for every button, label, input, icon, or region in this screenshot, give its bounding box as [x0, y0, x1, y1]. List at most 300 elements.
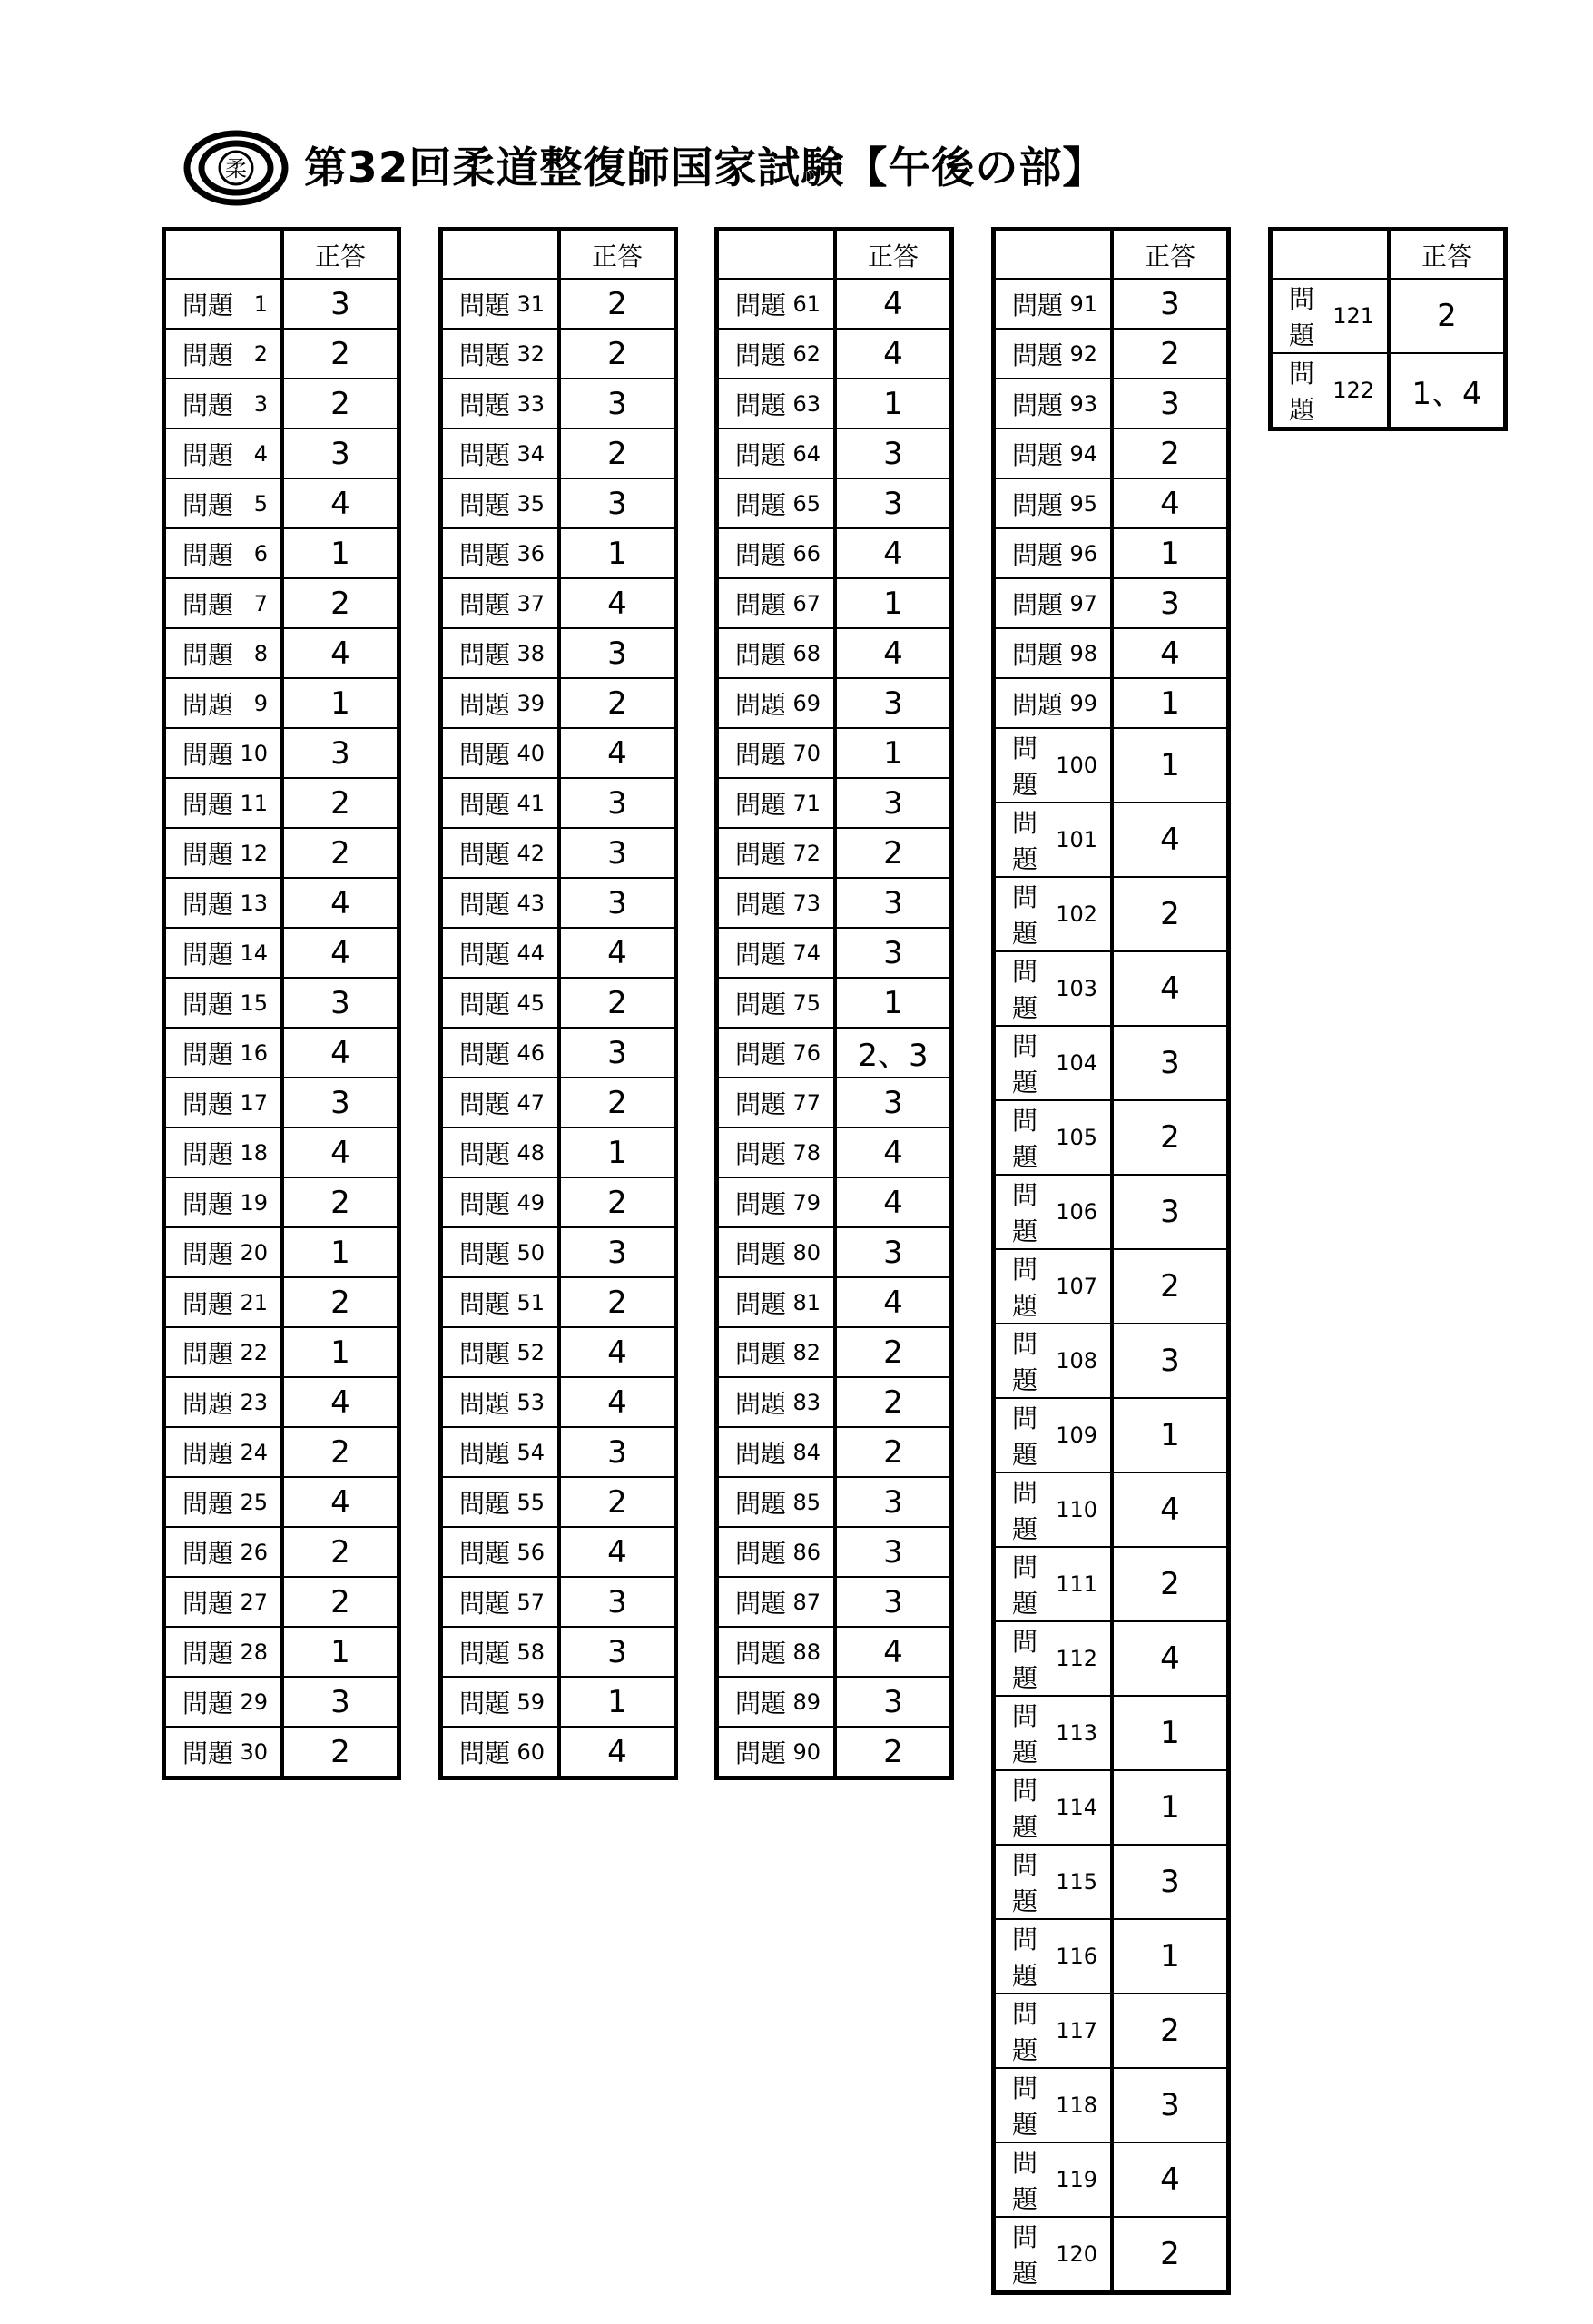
answer-cell: 2 [1112, 1249, 1229, 1324]
question-number: 15 [240, 990, 268, 1016]
question-number: 37 [516, 590, 545, 616]
answer-cell: 2 [1112, 2217, 1229, 2293]
table-row [717, 1677, 952, 1727]
answer-cell: 2 [835, 1727, 952, 1778]
question-cell [717, 279, 836, 329]
question-number: 67 [792, 590, 821, 616]
answer-cell: 4 [835, 1128, 952, 1177]
table-row [717, 279, 952, 329]
question-cell [441, 279, 560, 329]
answer-cell: 4 [835, 1627, 952, 1677]
question-label: 問題 [1012, 734, 1038, 800]
table-row [441, 1377, 676, 1427]
question-cell [717, 1427, 836, 1477]
question-label: 問題 [1012, 1999, 1038, 2065]
question-label: 問題 [735, 1288, 787, 1319]
question-number: 97 [1069, 590, 1097, 616]
table-row [441, 928, 676, 978]
question-label: 問題 [735, 1738, 787, 1768]
question-number: 42 [516, 840, 545, 866]
question-cell [994, 678, 1113, 728]
question-cell [441, 978, 560, 1028]
question-label: 問題 [1012, 1403, 1038, 1470]
question-number: 25 [240, 1489, 268, 1515]
answer-cell: 4 [282, 478, 399, 528]
answer-cell: 1 [835, 578, 952, 628]
table-row [164, 1277, 399, 1327]
question-cell [994, 279, 1113, 329]
question-number: 29 [240, 1689, 268, 1715]
table-row [164, 1177, 399, 1227]
table-row [717, 728, 952, 778]
question-label: 問題 [735, 340, 787, 370]
question-cell [717, 528, 836, 578]
question-number: 9 [253, 690, 268, 716]
answer-cell: 3 [1112, 279, 1229, 329]
table-row [441, 828, 676, 878]
table-row [717, 528, 952, 578]
answer-cell: 4 [559, 728, 676, 778]
question-label: 問題 [1012, 1255, 1038, 1321]
question-number: 72 [792, 840, 821, 866]
question-label: 問題 [735, 1638, 787, 1669]
question-label: 問題 [459, 1138, 511, 1169]
question-cell [717, 1177, 836, 1227]
question-cell [994, 1100, 1113, 1175]
question-label: 問題 [735, 839, 787, 870]
question-number: 40 [516, 740, 545, 766]
table-row [164, 1727, 399, 1778]
question-number: 80 [792, 1239, 821, 1265]
question-number: 87 [792, 1589, 821, 1615]
question-label: 問題 [1289, 359, 1315, 425]
answer-cell: 1 [1112, 728, 1229, 803]
question-label: 問題 [182, 839, 234, 870]
answer-cell: 4 [1112, 803, 1229, 877]
question-number: 6 [253, 540, 268, 566]
answer-cell: 4 [282, 1128, 399, 1177]
table-row [164, 1327, 399, 1377]
question-cell [441, 1577, 560, 1627]
answer-cell: 3 [559, 628, 676, 678]
question-cell [164, 878, 283, 928]
question-label: 問題 [735, 1338, 787, 1369]
question-number: 101 [1056, 827, 1097, 852]
answer-cell: 4 [559, 1727, 676, 1778]
question-cell [441, 728, 560, 778]
question-cell [441, 1477, 560, 1527]
question-label: 問題 [1012, 1329, 1038, 1395]
question-cell [441, 828, 560, 878]
question-cell [994, 628, 1113, 678]
question-number: 92 [1069, 340, 1097, 367]
svg-text:柔: 柔 [225, 156, 247, 182]
table-row [717, 1727, 952, 1778]
table-row [164, 329, 399, 379]
question-number: 65 [792, 490, 821, 517]
question-cell [164, 1078, 283, 1128]
question-label: 問題 [735, 689, 787, 720]
table-row [441, 1227, 676, 1277]
question-cell [164, 928, 283, 978]
judo-emblem-logo [182, 127, 290, 209]
question-label: 問題 [1012, 439, 1064, 470]
table-row [164, 1477, 399, 1527]
question-label: 問題 [735, 1488, 787, 1519]
question-cell [994, 1919, 1113, 1994]
answer-cell: 4 [559, 1377, 676, 1427]
table-row [164, 1627, 399, 1677]
question-label: 問題 [182, 1488, 234, 1519]
question-label: 問題 [459, 1438, 511, 1469]
table-row [994, 428, 1229, 478]
answer-table [714, 227, 954, 1780]
question-cell [164, 1177, 283, 1227]
question-cell [717, 878, 836, 928]
answer-cell: 4 [1112, 1472, 1229, 1547]
question-number: 120 [1056, 2241, 1097, 2267]
question-number: 23 [240, 1389, 268, 1415]
question-number: 51 [516, 1289, 545, 1315]
question-label: 問題 [735, 939, 787, 970]
answer-cell: 2 [282, 379, 399, 428]
question-cell [164, 1427, 283, 1477]
answer-cell: 1 [282, 678, 399, 728]
question-cell [441, 1527, 560, 1577]
answer-cell: 2、3 [835, 1028, 952, 1078]
question-number: 113 [1056, 1720, 1097, 1746]
question-label: 問題 [735, 1388, 787, 1419]
table-row [164, 628, 399, 678]
question-number: 106 [1056, 1199, 1097, 1225]
table-row [994, 279, 1229, 329]
question-cell [994, 1398, 1113, 1472]
table-row [441, 478, 676, 528]
answer-cell: 4 [1112, 628, 1229, 678]
question-cell [164, 628, 283, 678]
question-label: 問題 [182, 1138, 234, 1169]
question-number: 95 [1069, 490, 1097, 517]
question-label: 問題 [735, 1688, 787, 1718]
table-row [717, 1577, 952, 1627]
answer-cell: 2 [835, 828, 952, 878]
table-row [994, 728, 1229, 803]
question-cell [717, 379, 836, 428]
question-number: 86 [792, 1539, 821, 1565]
table-row [441, 1177, 676, 1227]
question-number: 77 [792, 1089, 821, 1116]
question-label: 問題 [182, 1438, 234, 1469]
question-cell [717, 1078, 836, 1128]
question-label: 問題 [182, 739, 234, 770]
table-row [1271, 353, 1506, 429]
table-row [994, 877, 1229, 951]
answer-cell: 2 [559, 1078, 676, 1128]
question-cell [994, 1026, 1113, 1100]
table-row [994, 1845, 1229, 1919]
answer-cell: 4 [559, 578, 676, 628]
question-number: 12 [240, 840, 268, 866]
answer-cell: 3 [559, 1577, 676, 1627]
header-blank-cell [441, 230, 560, 280]
table-row [441, 279, 676, 329]
answer-cell: 3 [1112, 379, 1229, 428]
table-row [994, 578, 1229, 628]
question-label: 問題 [459, 389, 511, 420]
question-number: 50 [516, 1239, 545, 1265]
answer-cell: 3 [835, 1527, 952, 1577]
answer-cell: 4 [559, 1527, 676, 1577]
answer-cell: 3 [559, 1627, 676, 1677]
question-number: 61 [792, 290, 821, 317]
question-cell [164, 578, 283, 628]
question-number: 8 [253, 640, 268, 666]
table-row [994, 1175, 1229, 1249]
table-row [994, 1696, 1229, 1770]
answer-cell: 3 [835, 1078, 952, 1128]
answer-cell: 2 [1389, 279, 1506, 353]
question-number: 53 [516, 1389, 545, 1415]
table-row [717, 1078, 952, 1128]
answer-cell: 3 [559, 478, 676, 528]
question-cell [441, 329, 560, 379]
answer-cell: 1 [835, 379, 952, 428]
answer-cell: 1 [1112, 1919, 1229, 1994]
question-number: 109 [1056, 1423, 1097, 1448]
table-row [441, 1727, 676, 1778]
question-number: 41 [516, 790, 545, 816]
question-number: 52 [516, 1339, 545, 1365]
table-row [441, 1128, 676, 1177]
question-label: 問題 [459, 290, 511, 320]
question-label: 問題 [735, 1588, 787, 1619]
question-label: 問題 [1012, 290, 1064, 320]
answer-cell: 3 [835, 1227, 952, 1277]
table-row [717, 478, 952, 528]
table-row [994, 628, 1229, 678]
question-cell [717, 478, 836, 528]
answer-cell: 3 [1112, 1324, 1229, 1398]
question-label: 問題 [735, 439, 787, 470]
question-cell [441, 1627, 560, 1677]
question-cell [164, 1128, 283, 1177]
question-number: 68 [792, 640, 821, 666]
question-label: 問題 [735, 1039, 787, 1069]
answer-cell: 2 [1112, 1994, 1229, 2068]
table-row [164, 928, 399, 978]
question-number: 57 [516, 1589, 545, 1615]
question-label: 問題 [1012, 2148, 1038, 2214]
table-row [717, 928, 952, 978]
answer-cell: 2 [559, 428, 676, 478]
question-number: 49 [516, 1189, 545, 1216]
answer-header: 正答 [1389, 230, 1506, 280]
answer-cell: 4 [282, 1028, 399, 1078]
answer-cell: 4 [835, 1177, 952, 1227]
question-number: 4 [253, 440, 268, 467]
question-label: 問題 [459, 789, 511, 820]
question-label: 問題 [459, 1688, 511, 1718]
question-cell [994, 1770, 1113, 1845]
question-number: 114 [1056, 1795, 1097, 1820]
table-row [717, 1377, 952, 1427]
question-number: 46 [516, 1039, 545, 1066]
table-row [441, 329, 676, 379]
answer-cell: 3 [835, 878, 952, 928]
question-cell [441, 1227, 560, 1277]
question-number: 88 [792, 1639, 821, 1665]
header [182, 127, 290, 209]
table-row [164, 878, 399, 928]
question-cell [164, 428, 283, 478]
question-cell [441, 1277, 560, 1327]
question-label: 問題 [735, 989, 787, 1019]
question-label: 問題 [459, 1039, 511, 1069]
question-cell [717, 1377, 836, 1427]
question-label: 問題 [1012, 1478, 1038, 1544]
table-row [994, 1100, 1229, 1175]
question-number: 35 [516, 490, 545, 517]
table-row [441, 1627, 676, 1677]
question-label: 問題 [735, 1088, 787, 1119]
question-label: 問題 [459, 1188, 511, 1219]
question-label: 問題 [182, 1388, 234, 1419]
table-row [994, 1547, 1229, 1621]
question-label: 問題 [1012, 1925, 1038, 1991]
question-number: 73 [792, 890, 821, 916]
table-row [717, 828, 952, 878]
question-number: 90 [792, 1738, 821, 1765]
table-row [1271, 279, 1506, 353]
answer-cell: 3 [559, 778, 676, 828]
answer-table [438, 227, 678, 1780]
answer-table [991, 227, 1231, 2295]
answer-cell: 2 [282, 778, 399, 828]
table-row [441, 1427, 676, 1477]
table-row [441, 878, 676, 928]
answer-cell: 4 [1112, 1621, 1229, 1696]
answer-cell: 3 [835, 928, 952, 978]
question-label: 問題 [459, 1338, 511, 1369]
table-row [164, 1377, 399, 1427]
question-label: 問題 [1012, 589, 1064, 620]
table-row [994, 528, 1229, 578]
answer-header: 正答 [282, 230, 399, 280]
question-number: 102 [1056, 901, 1097, 927]
question-label: 問題 [459, 1488, 511, 1519]
question-label: 問題 [735, 290, 787, 320]
question-cell [994, 1175, 1113, 1249]
answer-cell: 3 [559, 379, 676, 428]
question-label: 問題 [1012, 882, 1038, 949]
question-label: 問題 [735, 1188, 787, 1219]
table-row [994, 2217, 1229, 2293]
answer-cell: 3 [559, 1028, 676, 1078]
question-label: 問題 [459, 989, 511, 1019]
answer-cell: 2 [282, 329, 399, 379]
answer-cell: 4 [835, 628, 952, 678]
table-row [994, 1026, 1229, 1100]
question-number: 70 [792, 740, 821, 766]
table-row [441, 978, 676, 1028]
table-row [717, 978, 952, 1028]
question-cell [441, 1128, 560, 1177]
question-number: 26 [240, 1539, 268, 1565]
answer-cell: 2 [282, 1177, 399, 1227]
question-number: 112 [1056, 1646, 1097, 1671]
question-label: 問題 [735, 589, 787, 620]
question-number: 11 [240, 790, 268, 816]
table-row [441, 1677, 676, 1727]
question-label: 問題 [459, 539, 511, 570]
question-cell [164, 1477, 283, 1527]
answer-cell: 1 [1112, 1770, 1229, 1845]
question-number: 71 [792, 790, 821, 816]
answer-header: 正答 [1112, 230, 1229, 280]
question-label: 問題 [182, 789, 234, 820]
question-cell [441, 1677, 560, 1727]
header-blank-cell [164, 230, 283, 280]
table-row [994, 2142, 1229, 2217]
question-label: 問題 [182, 1638, 234, 1669]
question-cell [164, 778, 283, 828]
question-label: 問題 [1012, 2073, 1038, 2140]
answer-cell: 4 [835, 279, 952, 329]
question-cell [164, 978, 283, 1028]
question-label: 問題 [735, 389, 787, 420]
question-number: 107 [1056, 1274, 1097, 1299]
question-cell [717, 1227, 836, 1277]
question-number: 98 [1069, 640, 1097, 666]
question-label: 問題 [1012, 639, 1064, 670]
question-number: 78 [792, 1139, 821, 1166]
question-number: 44 [516, 940, 545, 966]
question-label: 問題 [182, 1238, 234, 1269]
question-number: 59 [516, 1689, 545, 1715]
answer-cell: 3 [282, 1078, 399, 1128]
question-number: 18 [240, 1139, 268, 1166]
table-row [994, 1249, 1229, 1324]
question-label: 問題 [1012, 1031, 1038, 1098]
table-row [994, 478, 1229, 528]
question-number: 115 [1056, 1869, 1097, 1895]
question-number: 54 [516, 1439, 545, 1465]
table-row [717, 379, 952, 428]
table-row [441, 578, 676, 628]
question-label: 問題 [1012, 957, 1038, 1023]
question-label: 問題 [459, 689, 511, 720]
question-cell [164, 1227, 283, 1277]
question-cell [441, 1028, 560, 1078]
question-number: 48 [516, 1139, 545, 1166]
table-row [717, 628, 952, 678]
answer-cell: 2 [282, 578, 399, 628]
answer-cell: 1 [1112, 528, 1229, 578]
question-cell [717, 1327, 836, 1377]
answer-cell: 1 [1112, 1398, 1229, 1472]
question-label: 問題 [1012, 2222, 1038, 2289]
question-cell [717, 1677, 836, 1727]
table-row [717, 1277, 952, 1327]
question-cell [994, 1547, 1113, 1621]
answer-cell: 2 [1112, 877, 1229, 951]
question-cell [1271, 279, 1390, 353]
question-label: 問題 [735, 489, 787, 520]
question-label: 問題 [459, 1538, 511, 1569]
question-cell [994, 428, 1113, 478]
question-number: 89 [792, 1689, 821, 1715]
question-label: 問題 [1012, 689, 1064, 720]
